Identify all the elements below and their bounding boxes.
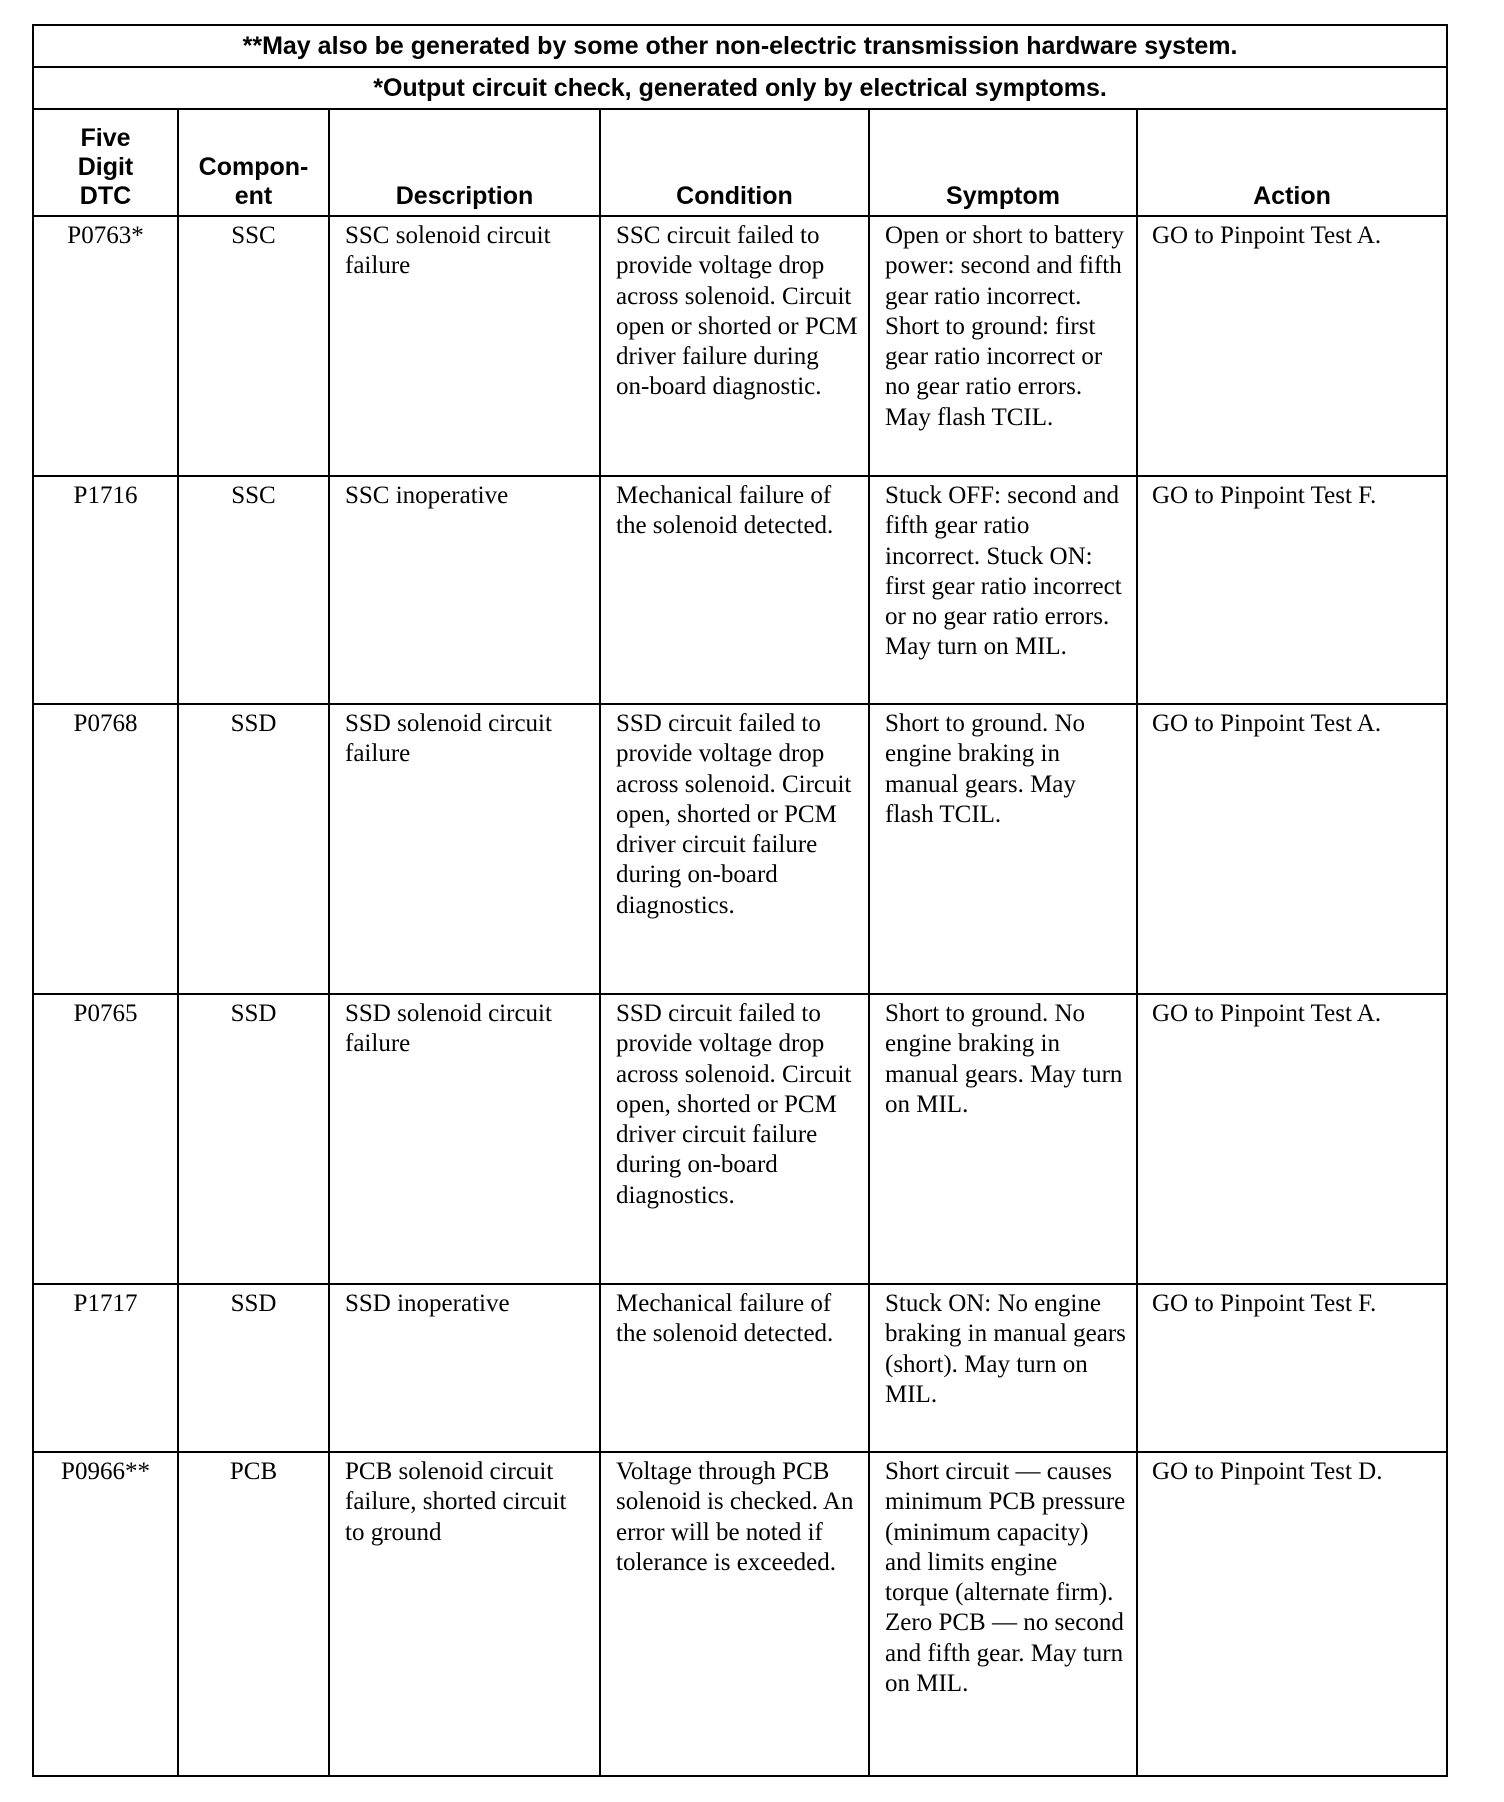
component-cell: SSC [178, 476, 329, 704]
note-single-star: *Output circuit check, generated only by electrical symptoms. [33, 67, 1447, 109]
symptom-cell: Short circuit — causes minimum PCB pressure (minimum capacity) and limits engine torque (alternate firm). Zero PCB — no second and fifth gear. May turn on MIL. [869, 1452, 1137, 1776]
action-cell: GO to Pinpoint Test A. [1137, 994, 1447, 1284]
action-cell: GO to Pinpoint Test A. [1137, 704, 1447, 994]
action-cell: GO to Pinpoint Test F. [1137, 476, 1447, 704]
action-cell: GO to Pinpoint Test A. [1137, 216, 1447, 476]
dtc-code: P1716 [33, 476, 178, 704]
symptom-cell: Open or short to battery power: second and fifth gear ratio incorrect. Short to ground: first gear ratio incorrect or no gear ratio errors. May flash TCIL. [869, 216, 1137, 476]
condition-cell: SSD circuit failed to provide voltage drop across solenoid. Circuit open, shorted or PCM driver circuit failure during on-board diagnostics. [600, 704, 869, 994]
description-cell: SSC inoperative [329, 476, 600, 704]
condition-cell: SSC circuit failed to provide voltage drop across solenoid. Circuit open or shorted or PCM driver failure during on-board diagnostic. [600, 216, 869, 476]
condition-cell: Mechanical failure of the solenoid detected. [600, 1284, 869, 1452]
condition-cell: Mechanical failure of the solenoid detected. [600, 476, 869, 704]
description-cell: SSC solenoid circuit failure [329, 216, 600, 476]
component-cell: SSD [178, 1284, 329, 1452]
note-double-star: **May also be generated by some other non-electric transmission hardware system. [33, 25, 1447, 67]
table-row [33, 1452, 1447, 1776]
table-row [33, 1284, 1447, 1452]
description-cell: SSD inoperative [329, 1284, 600, 1452]
header-condition: Condition [600, 109, 869, 216]
component-cell: SSC [178, 216, 329, 476]
action-cell: GO to Pinpoint Test D. [1137, 1452, 1447, 1776]
description-cell: SSD solenoid circuit failure [329, 704, 600, 994]
component-cell: PCB [178, 1452, 329, 1776]
symptom-cell: Short to ground. No engine braking in manual gears. May turn on MIL. [869, 994, 1137, 1284]
header-component: Compon- ent [178, 109, 329, 216]
symptom-cell: Stuck ON: No engine braking in manual gears (short). May turn on MIL. [869, 1284, 1137, 1452]
description-cell: PCB solenoid circuit failure, shorted circuit to ground [329, 1452, 600, 1776]
table-row [33, 994, 1447, 1284]
description-cell: SSD solenoid circuit failure [329, 994, 600, 1284]
header-action: Action [1137, 109, 1447, 216]
dtc-code: P0765 [33, 994, 178, 1284]
dtc-table [32, 24, 1448, 1777]
component-cell: SSD [178, 704, 329, 994]
condition-cell: SSD circuit failed to provide voltage drop across solenoid. Circuit open, shorted or PCM driver circuit failure during on-board diagnostics. [600, 994, 869, 1284]
dtc-code: P0768 [33, 704, 178, 994]
header-symptom: Symptom [869, 109, 1137, 216]
dtc-code: P1717 [33, 1284, 178, 1452]
table-row [33, 216, 1447, 476]
header-description: Description [329, 109, 600, 216]
symptom-cell: Short to ground. No engine braking in manual gears. May flash TCIL. [869, 704, 1137, 994]
header-dtc: Five Digit DTC [33, 109, 178, 216]
condition-cell: Voltage through PCB solenoid is checked. An error will be noted if tolerance is exceeded. [600, 1452, 869, 1776]
action-cell: GO to Pinpoint Test F. [1137, 1284, 1447, 1452]
component-cell: SSD [178, 994, 329, 1284]
symptom-cell: Stuck OFF: second and fifth gear ratio incorrect. Stuck ON: first gear ratio incorrect or no gear ratio errors. May turn on MIL. [869, 476, 1137, 704]
dtc-code: P0966** [33, 1452, 178, 1776]
dtc-code: P0763* [33, 216, 178, 476]
table-row [33, 704, 1447, 994]
table-row [33, 476, 1447, 704]
header-row [33, 109, 1447, 216]
